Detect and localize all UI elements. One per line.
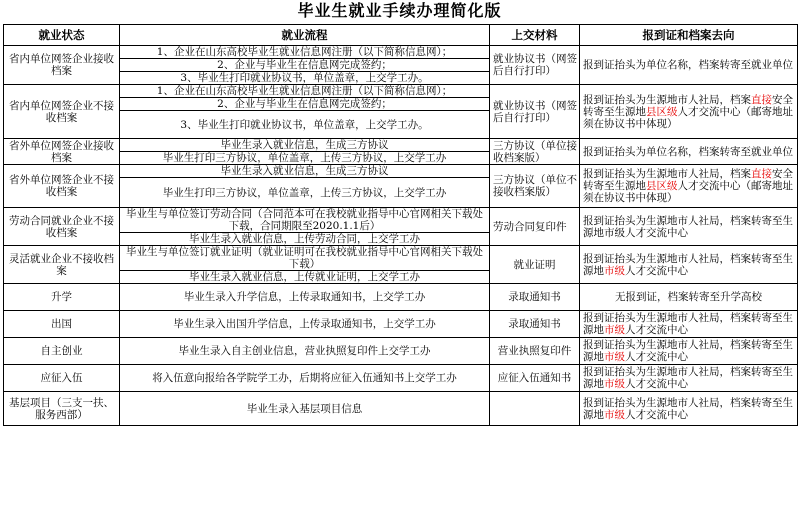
status-cell: 灵活就业企业不接收档案 bbox=[4, 246, 120, 284]
step-cell: 毕业生录入就业信息，生成三方协议 bbox=[120, 165, 490, 178]
status-cell: 应征入伍 bbox=[4, 365, 120, 392]
step-cell: 毕业生录入就业信息，生成三方协议 bbox=[120, 139, 490, 152]
step-cell: 3、毕业生打印就业协议书，单位盖章，上交学工办。 bbox=[120, 72, 490, 85]
table-row bbox=[4, 139, 798, 152]
destination-cell: 报到证抬头为生源地市人社局，档案转寄至生源地市级人才交流中心 bbox=[580, 246, 798, 284]
document-title: 毕业生就业手续办理简化版 bbox=[297, 1, 502, 20]
status-cell: 省内单位网签企业不接收档案 bbox=[4, 85, 120, 139]
header-row bbox=[4, 25, 798, 46]
status-cell: 省外单位网签企业接收档案 bbox=[4, 139, 120, 165]
table-row bbox=[4, 165, 798, 178]
table-row bbox=[4, 338, 798, 365]
step-cell: 毕业生与单位签订劳动合同（合同范本可在我校就业指导中心官网相关下载处下载，合同期限至2020.1.1后） bbox=[120, 208, 490, 233]
table-row bbox=[4, 85, 798, 98]
materials-cell: 就业协议书（网签后自行打印） bbox=[490, 46, 580, 85]
step-cell: 毕业生录入基层项目信息 bbox=[120, 392, 490, 426]
status-cell: 升学 bbox=[4, 284, 120, 311]
status-cell: 基层项目（三支一扶、服务西部） bbox=[4, 392, 120, 426]
destination-cell: 无报到证，档案转寄至升学高校 bbox=[580, 284, 798, 311]
step-cell: 毕业生录入就业信息，上传劳动合同，上交学工办 bbox=[120, 233, 490, 246]
table-row bbox=[4, 365, 798, 392]
status-cell: 出国 bbox=[4, 311, 120, 338]
table-row bbox=[4, 284, 798, 311]
step-cell: 1、企业在山东高校毕业生就业信息网注册（以下简称信息网）； bbox=[120, 85, 490, 98]
status-cell: 自主创业 bbox=[4, 338, 120, 365]
table-row bbox=[4, 311, 798, 338]
table-row bbox=[4, 46, 798, 59]
materials-cell: 录取通知书 bbox=[490, 284, 580, 311]
destination-cell: 报到证抬头为单位名称，档案转寄至就业单位 bbox=[580, 139, 798, 165]
table-row bbox=[4, 392, 798, 426]
step-cell: 毕业生打印三方协议，单位盖章，上传三方协议，上交学工办 bbox=[120, 178, 490, 208]
destination-cell: 报到证抬头为生源地市人社局，档案转寄至生源地市级人才交流中心 bbox=[580, 311, 798, 338]
header-process: 就业流程 bbox=[120, 25, 490, 46]
destination-cell: 报到证抬头为生源地市人社局，档案直接安全转寄至生源地县区级人才交流中心（邮寄地址须在协议书中体现） bbox=[580, 165, 798, 208]
header-materials: 上交材料 bbox=[490, 25, 580, 46]
step-cell: 1、企业在山东高校毕业生就业信息网注册（以下简称信息网）； bbox=[120, 46, 490, 59]
destination-cell: 报到证抬头为生源地市人社局，档案转寄至生源地市级人才交流中心 bbox=[580, 365, 798, 392]
materials-cell: 应征入伍通知书 bbox=[490, 365, 580, 392]
step-cell: 将入伍意向报给各学院学工办，后期将应征入伍通知书上交学工办 bbox=[120, 365, 490, 392]
step-cell: 毕业生打印三方协议，单位盖章，上传三方协议，上交学工办 bbox=[120, 152, 490, 165]
step-cell: 毕业生录入就业信息，上传就业证明，上交学工办 bbox=[120, 271, 490, 284]
step-cell: 毕业生与单位签订就业证明（就业证明可在我校就业指导中心官网相关下载处下载） bbox=[120, 246, 490, 271]
destination-cell: 报到证抬头为单位名称，档案转寄至就业单位 bbox=[580, 46, 798, 85]
status-cell: 省外单位网签企业不接收档案 bbox=[4, 165, 120, 208]
materials-cell: 就业证明 bbox=[490, 246, 580, 284]
step-cell: 2、企业与毕业生在信息网完成签约； bbox=[120, 59, 490, 72]
table-row bbox=[4, 246, 798, 271]
materials-cell: 三方协议（单位接收档案版） bbox=[490, 139, 580, 165]
materials-cell: 劳动合同复印件 bbox=[490, 208, 580, 246]
destination-cell: 报到证抬头为生源地市人社局，档案直接安全转寄至生源地县区级人才交流中心（邮寄地址须在协议书中体现） bbox=[580, 85, 798, 139]
destination-cell: 报到证抬头为生源地市人社局，档案转寄至生源地市级人才交流中心 bbox=[580, 208, 798, 246]
destination-cell: 报到证抬头为生源地市人社局，档案转寄至生源地市级人才交流中心 bbox=[580, 392, 798, 426]
status-cell: 省内单位网签企业接收档案 bbox=[4, 46, 120, 85]
step-cell: 毕业生录入自主创业信息，营业执照复印件上交学工办 bbox=[120, 338, 490, 365]
materials-cell bbox=[490, 392, 580, 426]
destination-cell: 报到证抬头为生源地市人社局，档案转寄至生源地市级人才交流中心 bbox=[580, 338, 798, 365]
step-cell: 毕业生录入出国升学信息，上传录取通知书，上交学工办 bbox=[120, 311, 490, 338]
procedure-table bbox=[3, 24, 798, 426]
materials-cell: 就业协议书（网签后自行打印） bbox=[490, 85, 580, 139]
step-cell: 3、毕业生打印就业协议书，单位盖章，上交学工办。 bbox=[120, 111, 490, 139]
materials-cell: 营业执照复印件 bbox=[490, 338, 580, 365]
step-cell: 毕业生录入升学信息，上传录取通知书，上交学工办 bbox=[120, 284, 490, 311]
header-status: 就业状态 bbox=[4, 25, 120, 46]
status-cell: 劳动合同就业企业不接收档案 bbox=[4, 208, 120, 246]
header-destination: 报到证和档案去向 bbox=[580, 25, 798, 46]
table-row bbox=[4, 208, 798, 233]
step-cell: 2、企业与毕业生在信息网完成签约； bbox=[120, 98, 490, 111]
materials-cell: 三方协议（单位不接收档案版） bbox=[490, 165, 580, 208]
materials-cell: 录取通知书 bbox=[490, 311, 580, 338]
